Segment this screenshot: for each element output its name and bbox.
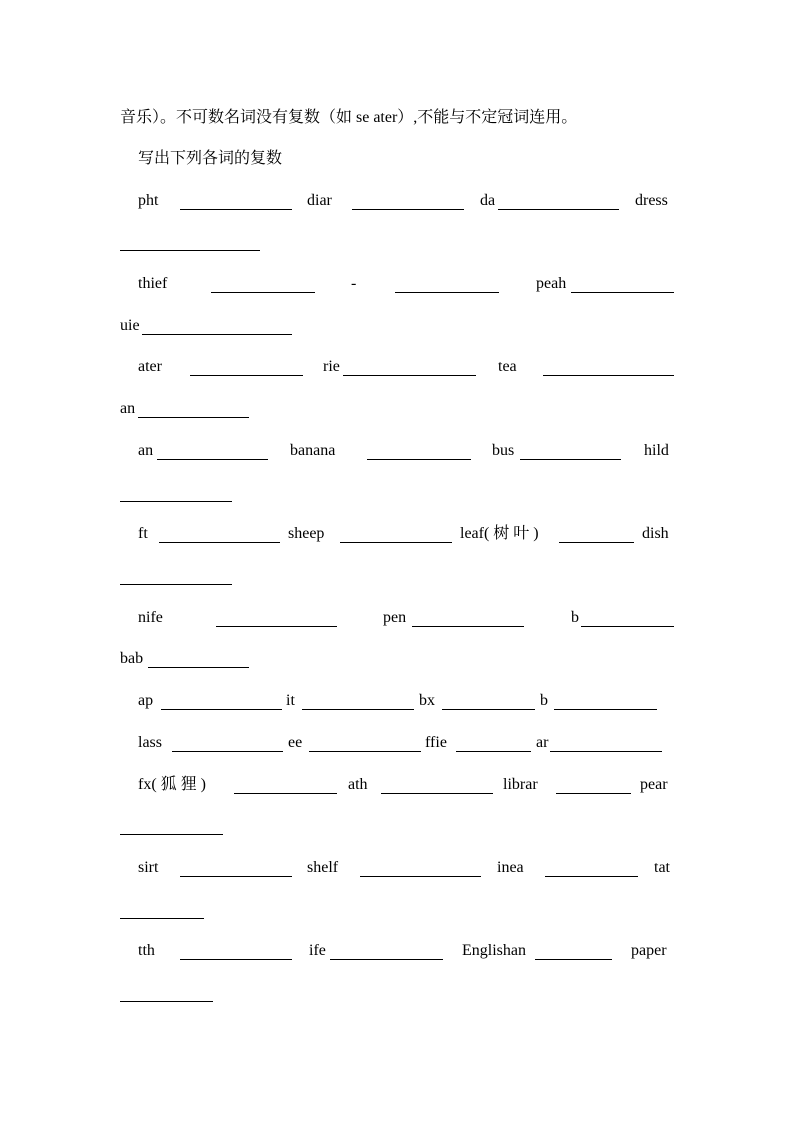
answer-blank[interactable] <box>395 292 499 293</box>
answer-blank[interactable] <box>340 542 452 543</box>
answer-blank[interactable] <box>309 751 421 752</box>
answer-blank[interactable] <box>442 709 535 710</box>
word-label: ife <box>309 942 326 959</box>
word-label: dish <box>642 525 669 542</box>
word-label: diar <box>307 192 332 209</box>
word-label: bab <box>120 650 144 667</box>
word-label: bus <box>492 442 515 459</box>
answer-blank[interactable] <box>535 959 612 960</box>
answer-blank[interactable] <box>142 334 292 335</box>
word-label: sirt <box>138 859 159 876</box>
answer-blank[interactable] <box>367 459 471 460</box>
answer-blank[interactable] <box>543 375 674 376</box>
answer-blank[interactable] <box>550 751 662 752</box>
answer-blank[interactable] <box>159 542 280 543</box>
answer-blank[interactable] <box>180 876 292 877</box>
word-label: hild <box>644 442 669 459</box>
word-label: bx <box>419 692 435 709</box>
word-label: shelf <box>307 859 339 876</box>
word-label: an <box>138 442 154 459</box>
word-label: librar <box>503 776 538 793</box>
heading-text: 写出下列各词的复数 <box>138 150 283 167</box>
word-label: nife <box>138 609 163 626</box>
word-label: peah <box>536 275 567 292</box>
answer-blank[interactable] <box>412 626 524 627</box>
answer-blank[interactable] <box>120 584 232 585</box>
answer-blank[interactable] <box>161 709 282 710</box>
answer-blank[interactable] <box>234 793 337 794</box>
word-label: rie <box>323 358 340 375</box>
answer-blank[interactable] <box>330 959 443 960</box>
word-label: banana <box>290 442 336 459</box>
word-label: ap <box>138 692 154 709</box>
answer-blank[interactable] <box>148 667 249 668</box>
answer-blank[interactable] <box>559 542 634 543</box>
answer-blank[interactable] <box>172 751 283 752</box>
word-label: inea <box>497 859 524 876</box>
word-label: Englishan <box>462 942 526 959</box>
answer-blank[interactable] <box>138 417 249 418</box>
answer-blank[interactable] <box>520 459 621 460</box>
answer-blank[interactable] <box>180 959 292 960</box>
word-label: pht <box>138 192 159 209</box>
word-label: b <box>571 609 579 626</box>
word-label: ffie <box>425 734 447 751</box>
answer-blank[interactable] <box>545 876 638 877</box>
word-label: it <box>286 692 295 709</box>
answer-blank[interactable] <box>381 793 493 794</box>
word-label: ft <box>138 525 148 542</box>
word-label: paper <box>631 942 667 959</box>
word-label: ar <box>536 734 549 751</box>
answer-blank[interactable] <box>554 709 657 710</box>
answer-blank[interactable] <box>120 1001 213 1002</box>
answer-blank[interactable] <box>180 209 292 210</box>
word-label: uie <box>120 317 140 334</box>
word-label: ater <box>138 358 162 375</box>
word-label: tth <box>138 942 155 959</box>
answer-blank[interactable] <box>120 250 260 251</box>
answer-blank[interactable] <box>581 626 674 627</box>
word-label: dress <box>635 192 668 209</box>
answer-blank[interactable] <box>360 876 481 877</box>
answer-blank[interactable] <box>120 918 204 919</box>
answer-blank[interactable] <box>556 793 631 794</box>
answer-blank[interactable] <box>120 501 232 502</box>
word-label: ath <box>348 776 368 793</box>
word-label: b <box>540 692 548 709</box>
answer-blank[interactable] <box>456 751 531 752</box>
word-label: pen <box>383 609 407 626</box>
word-label: tea <box>498 358 517 375</box>
answer-blank[interactable] <box>211 292 315 293</box>
answer-blank[interactable] <box>157 459 268 460</box>
word-label: leaf( 树 叶 ) <box>460 525 539 542</box>
word-label: lass <box>138 734 162 751</box>
word-label: pear <box>640 776 668 793</box>
answer-blank[interactable] <box>498 209 619 210</box>
word-label: da <box>480 192 496 209</box>
word-label: an <box>120 400 136 417</box>
answer-blank[interactable] <box>190 375 303 376</box>
word-label: tat <box>654 859 670 876</box>
answer-blank[interactable] <box>120 834 223 835</box>
word-label: fx( 狐 狸 ) <box>138 776 206 793</box>
word-label: thief <box>138 275 168 292</box>
word-label: - <box>351 275 357 292</box>
word-label: sheep <box>288 525 325 542</box>
answer-blank[interactable] <box>343 375 476 376</box>
answer-blank[interactable] <box>352 209 464 210</box>
intro-text: 音乐）。不可数名词没有复数（如 se ater）,不能与不定冠词连用。 <box>120 109 578 126</box>
answer-blank[interactable] <box>216 626 337 627</box>
answer-blank[interactable] <box>302 709 414 710</box>
word-label: ee <box>288 734 303 751</box>
answer-blank[interactable] <box>571 292 674 293</box>
